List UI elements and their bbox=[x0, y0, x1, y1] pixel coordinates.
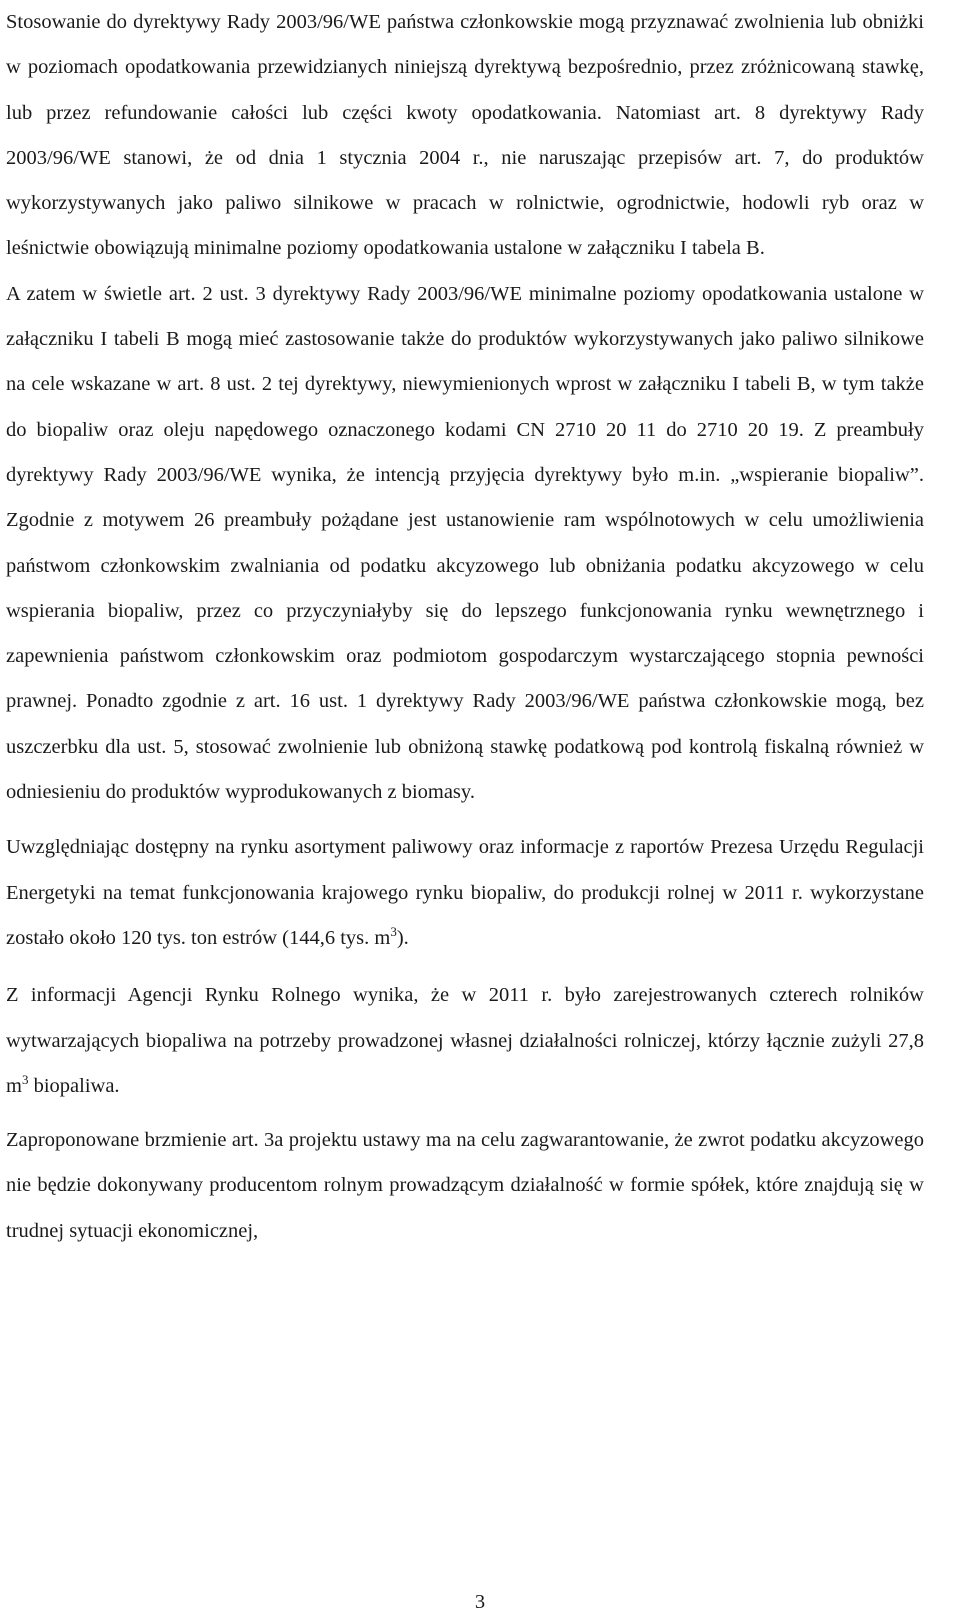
paragraph-article-3a: Zaproponowane brzmienie art. 3a projektu ustawy ma na celu zagwarantowanie, że zwrot podatku akcyzowego nie będzie dokonywany producentom rolnym prowadzącym działalność w formie spółek, które znajdują się w trudnej sytuacji ekonomicznej, bbox=[6, 1129, 924, 1242]
superscript-unit: 3 bbox=[21, 1072, 29, 1088]
paragraph-minimum-taxation-levels: A zatem w świetle art. 2 ust. 3 dyrektywy Rady 2003/96/WE minimalne poziomy opodatkowania ustalone w załączniku I tabeli B mogą mieć zastosowanie także do produktów wykorzystywanych jako paliwo silnikowe na cele wskazane w art. 8 ust. 2 tej dyrektywy, niewymienionych wprost w załączniku I tabeli B, w tym także do biopaliw oraz oleju napędowego oznaczonego kodami CN 2710 20 11 do 2710 20 19. Z preambuły dyrektywy Rady 2003/96/WE wynika, że intencją przyjęcia dyrektywy było m.in. „wspieranie biopaliw”. Zgodnie z motywem 26 preambuły pożądane jest ustanowienie ram wspólnotowych w celu umożliwienia państwom członkowskim zwalniania od podatku akcyzowego lub obniżania podatku akcyzowego w celu wspierania biopaliw, przez co przyczyniałyby się do lepszego funkcjonowania rynku wewnętrznego i zapewnienia państwom członkowskim oraz podmiotom gospodarczym wystarczającego stopnia pewności prawnej. Ponadto zgodnie z art. 16 ust. 1 dyrektywy Rady 2003/96/WE państwa członkowskie mogą, bez uszczerbku dla ust. 5, stosować zwolnienie lub obniżoną stawkę podatkową pod kontrolą fiskalną również w odniesieniu do produktów wyprodukowanych z biomasy. bbox=[6, 282, 924, 804]
paragraph-text: ). bbox=[396, 926, 409, 949]
paragraph-text: biopaliwa. bbox=[28, 1074, 120, 1097]
paragraph-text: Z informacji Agencji Rynku Rolnego wynika, że w 2011 r. było zarejestrowanych czterech rolników wytwarzających biopaliwa na potrzeby prowadzonej własnej działalności rolniczej, którzy łącznie zużyli 27,8 m bbox=[6, 984, 924, 1097]
paragraph-text: Uwzględniając dostępny na rynku asortyment paliwowy oraz informacje z raportów Prezesa Urzędu Regulacji Energetyki na temat funkcjonowania krajowego rynku biopaliw, do produkcji rolnej w 2011 r. wykorzystane zostało około 120 tys. ton estrów (144,6 tys. m bbox=[6, 836, 924, 949]
paragraph-biofuel-usage-2011 bbox=[6, 825, 924, 961]
document-page bbox=[6, 0, 924, 1254]
superscript-unit: 3 bbox=[390, 924, 397, 940]
paragraph-registered-farmers bbox=[6, 973, 924, 1109]
page-number: 3 bbox=[474, 1591, 486, 1613]
paragraph-directive-exemptions: Stosowanie do dyrektywy Rady 2003/96/WE państwa członkowskie mogą przyznawać zwolnienia lub obniżki w poziomach opodatkowania przewidzianych niniejszą dyrektywą bezpośrednio, przez zróżnicowaną stawkę, lub przez refundowanie całości lub części kwoty opodatkowania. Natomiast art. 8 dyrektywy Rady 2003/96/WE stanowi, że od dnia 1 stycznia 2004 r., nie naruszając przepisów art. 7, do produktów wykorzystywanych jako paliwo silnikowe w pracach w rolnictwie, ogrodnictwie, hodowli ryb oraz w leśnictwie obowiązują minimalne poziomy opodatkowania ustalone w załączniku I tabela B. bbox=[6, 11, 924, 260]
